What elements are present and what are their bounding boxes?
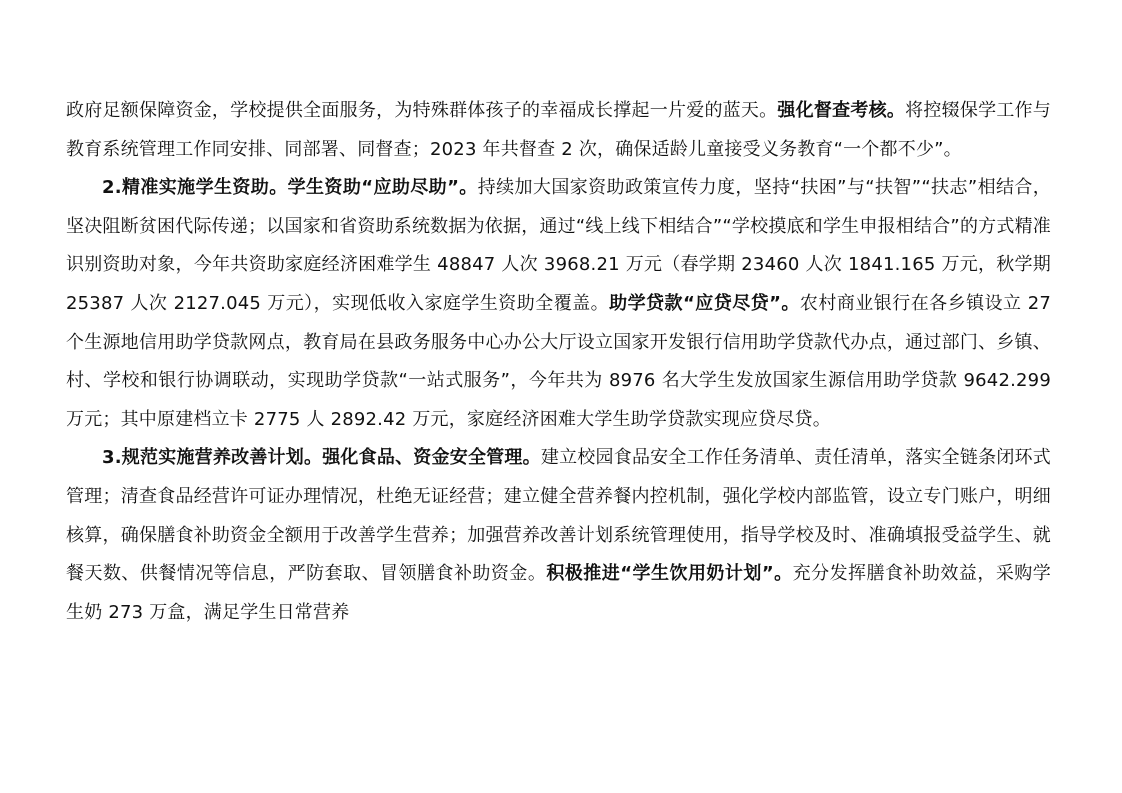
bold-heading-milk-plan: 积极推进“学生饮用奶计划”。 [546, 563, 793, 585]
paragraph-student-aid [66, 169, 1051, 439]
text-run: 农村商业银行在各乡镇设立 27 个生源地信用助学贷款网点，教育局在县政务服务中心办公大厅设立国家开发银行信用助学贷款代办点，通过部门、乡镇、村、学校和银行协调联动，实现助学贷款“一站式服务”，今年共为 8976 名大学生发放国家生源信用助学贷款 9642.299 万元；其中原建档立卡 2775 人 2892.42 万元，家庭经济困难大学生助学贷款实现应贷尽贷。 [66, 292, 1051, 430]
bold-heading-student-loans: 助学贷款“应贷尽贷”。 [609, 292, 800, 314]
section-heading-nutrition: 3.规范实施营养改善计划。强化食品、资金安全管理。 [102, 447, 541, 469]
text-run: 政府足额保障资金，学校提供全面服务，为特殊群体孩子的幸福成长撑起一片爱的蓝天。 [66, 100, 778, 121]
section-heading-student-aid: 2.精准实施学生资助。学生资助“应助尽助”。 [102, 177, 478, 199]
paragraph-nutrition-plan [66, 439, 1051, 632]
paragraph-control-dropout [66, 92, 1051, 169]
text-run: 持续加大国家资助政策宣传力度，坚持“扶困”与“扶智”“扶志”相结合，坚决阻断贫困代际传递；以国家和省资助系统数据为依据，通过“线上线下相结合”“学校摸底和学生申报相结合”的方式精准识别资助对象，今年共资助家庭经济困难学生 48847 人次 3968.21 万元（春学期 23460 人次 1841.165 万元，秋学期 25387 人次 2127.045 万元），实现低收入家庭学生资助全覆盖。 [66, 177, 1052, 314]
bold-heading-supervision: 强化督查考核。 [777, 100, 906, 121]
text-run: 充分发挥膳食补助效益，采购学生奶 273 万盒，满足学生日常营养 [66, 563, 1051, 623]
document-body [66, 92, 1051, 632]
text-run: 将控辍保学工作与教育系统管理工作同安排、同部署、同督查；2023 年共督查 2 次，确保适龄儿童接受义务教育“一个都不少”。 [66, 100, 1051, 160]
text-run: 建立校园食品安全工作任务清单、责任清单，落实全链条闭环式管理；清查食品经营许可证办理情况，杜绝无证经营；建立健全营养餐内控机制，强化学校内部监管，设立专门账户，明细核算，确保膳食补助资金全额用于改善学生营养；加强营养改善计划系统管理使用，指导学校及时、准确填报受益学生、就餐天数、供餐情况等信息，严防套取、冒领膳食补助资金。 [66, 447, 1051, 585]
